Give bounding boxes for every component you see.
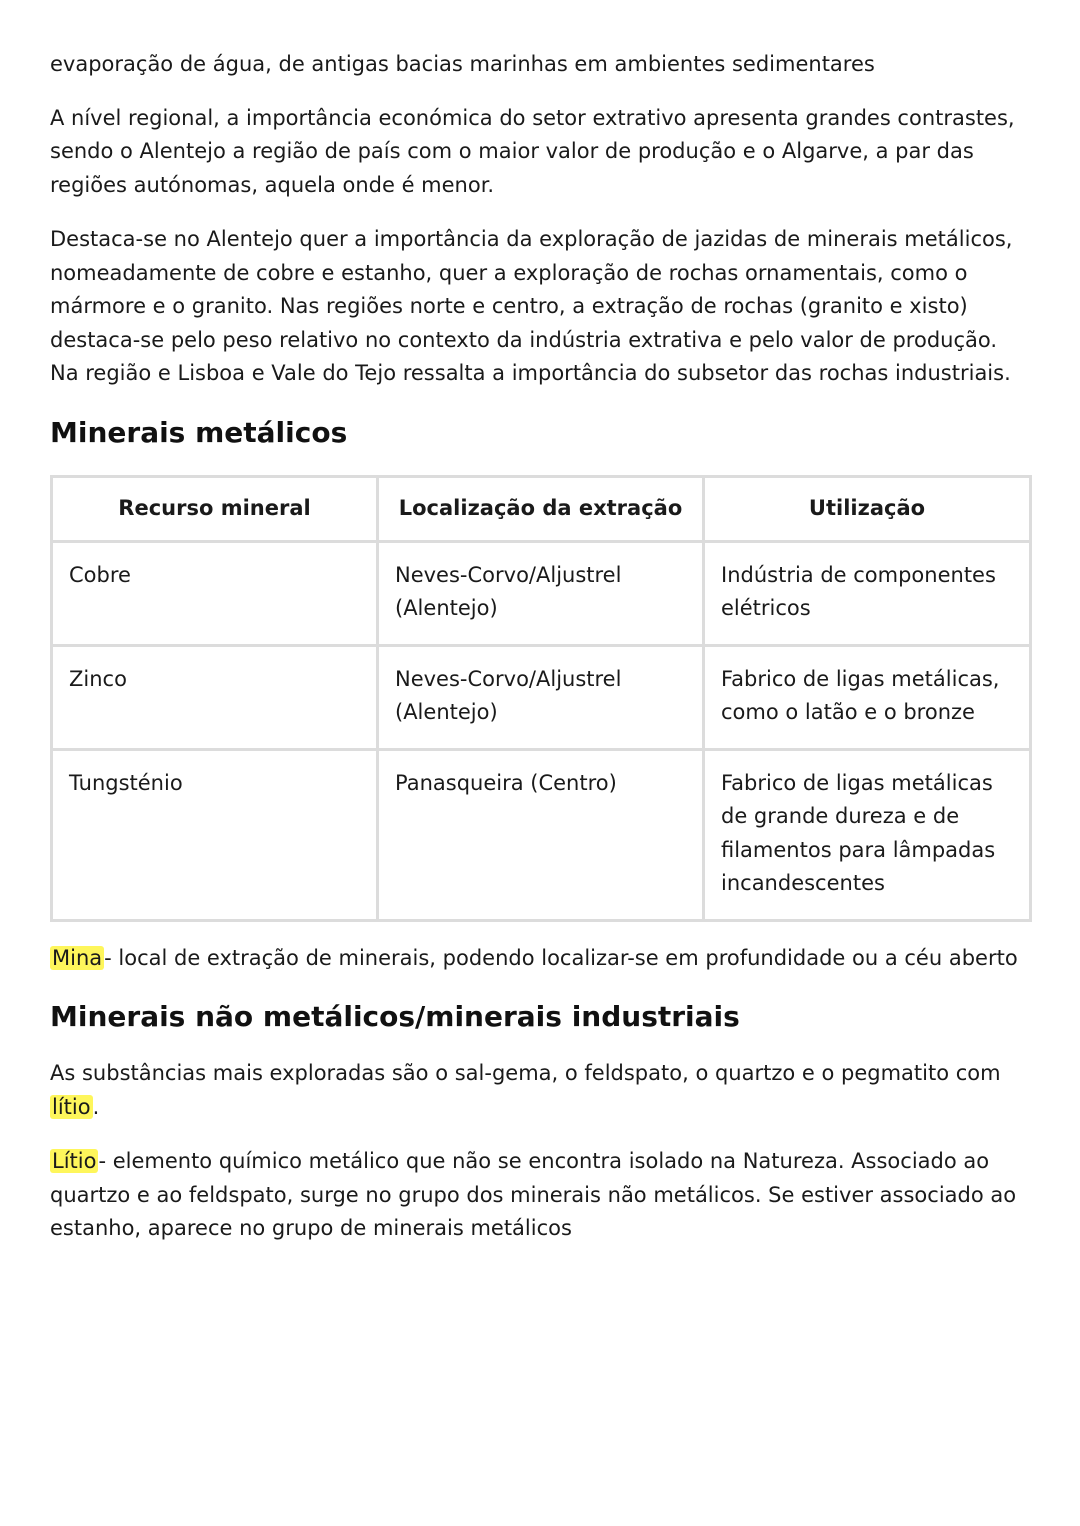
heading-minerais-nao-metalicos: Minerais não metálicos/minerais industriais xyxy=(50,1000,740,1033)
table-cell: Fabrico de ligas metálicas de grande dureza e de filamentos para lâmpadas incandescentes xyxy=(704,749,1031,920)
table-row xyxy=(52,645,1031,749)
table-cell: Indústria de componentes elétricos xyxy=(704,541,1031,645)
highlight-litio-term: Lítio xyxy=(52,1149,97,1173)
highlight-litio: lítio xyxy=(52,1094,91,1119)
paragraph-regional-importance: A nível regional, a importância económica do setor extrativo apresenta grandes contrastes, sendo o Alentejo a região de país com o maior valor de produção e o Algarve, a par das regiões autónomas, aquela onde é menor. xyxy=(50,105,1015,197)
definition-litio-text: - elemento químico metálico que não se encontra isolado na Natureza. Associado ao quartzo e ao feldspato, surge no grupo dos minerais não metálicos. Se estiver associado ao estanho, aparece no grupo de minerais metálicos xyxy=(50,1149,1017,1240)
table-cell: Zinco xyxy=(52,645,378,749)
substancias-text: As substâncias mais exploradas são o sal-gema, o feldspato, o quartzo e o pegmatito com xyxy=(50,1061,1001,1085)
heading-minerais-metalicos: Minerais metálicos xyxy=(50,415,348,449)
substancias-end: . xyxy=(92,1094,100,1119)
paragraph-evaporation: evaporação de água, de antigas bacias marinhas em ambientes sedimentares xyxy=(50,52,875,76)
paragraph-substancias xyxy=(50,1057,1030,1124)
table-row xyxy=(52,749,1031,920)
definition-mina xyxy=(50,942,1030,976)
definition-mina-text: - local de extração de minerais, podendo localizar-se em profundidade ou a céu aberto xyxy=(104,945,1018,970)
table-header-row xyxy=(52,476,1031,541)
table-cell: Neves-Corvo/Aljustrel (Alentejo) xyxy=(378,541,704,645)
definition-litio xyxy=(50,1145,1030,1246)
table-cell: Panasqueira (Centro) xyxy=(378,749,704,920)
highlight-mina: Mina xyxy=(52,945,103,970)
metallic-minerals-table xyxy=(50,475,1032,922)
table-row xyxy=(52,541,1031,645)
header-recurso-mineral: Recurso mineral xyxy=(52,476,378,541)
table-cell: Tungsténio xyxy=(52,749,378,920)
table-cell: Fabrico de ligas metálicas, como o latão e o bronze xyxy=(704,645,1031,749)
table-cell: Cobre xyxy=(52,541,378,645)
header-utilizacao: Utilização xyxy=(704,476,1031,541)
paragraph-alentejo: Destaca-se no Alentejo quer a importância da exploração de jazidas de minerais metálicos, nomeadamente de cobre e estanho, quer a exploração de rochas ornamentais, como o mármore e o granito. Nas regiões norte e centro, a extração de rochas (granito e xisto) destaca-se pelo peso relativo no contexto da indústria extrativa e pelo valor de produção. Na região e Lisboa e Vale do Tejo ressalta a importância do subsetor das rochas industriais. xyxy=(50,227,1013,385)
header-localizacao: Localização da extração xyxy=(378,476,704,541)
table-cell: Neves-Corvo/Aljustrel (Alentejo) xyxy=(378,645,704,749)
